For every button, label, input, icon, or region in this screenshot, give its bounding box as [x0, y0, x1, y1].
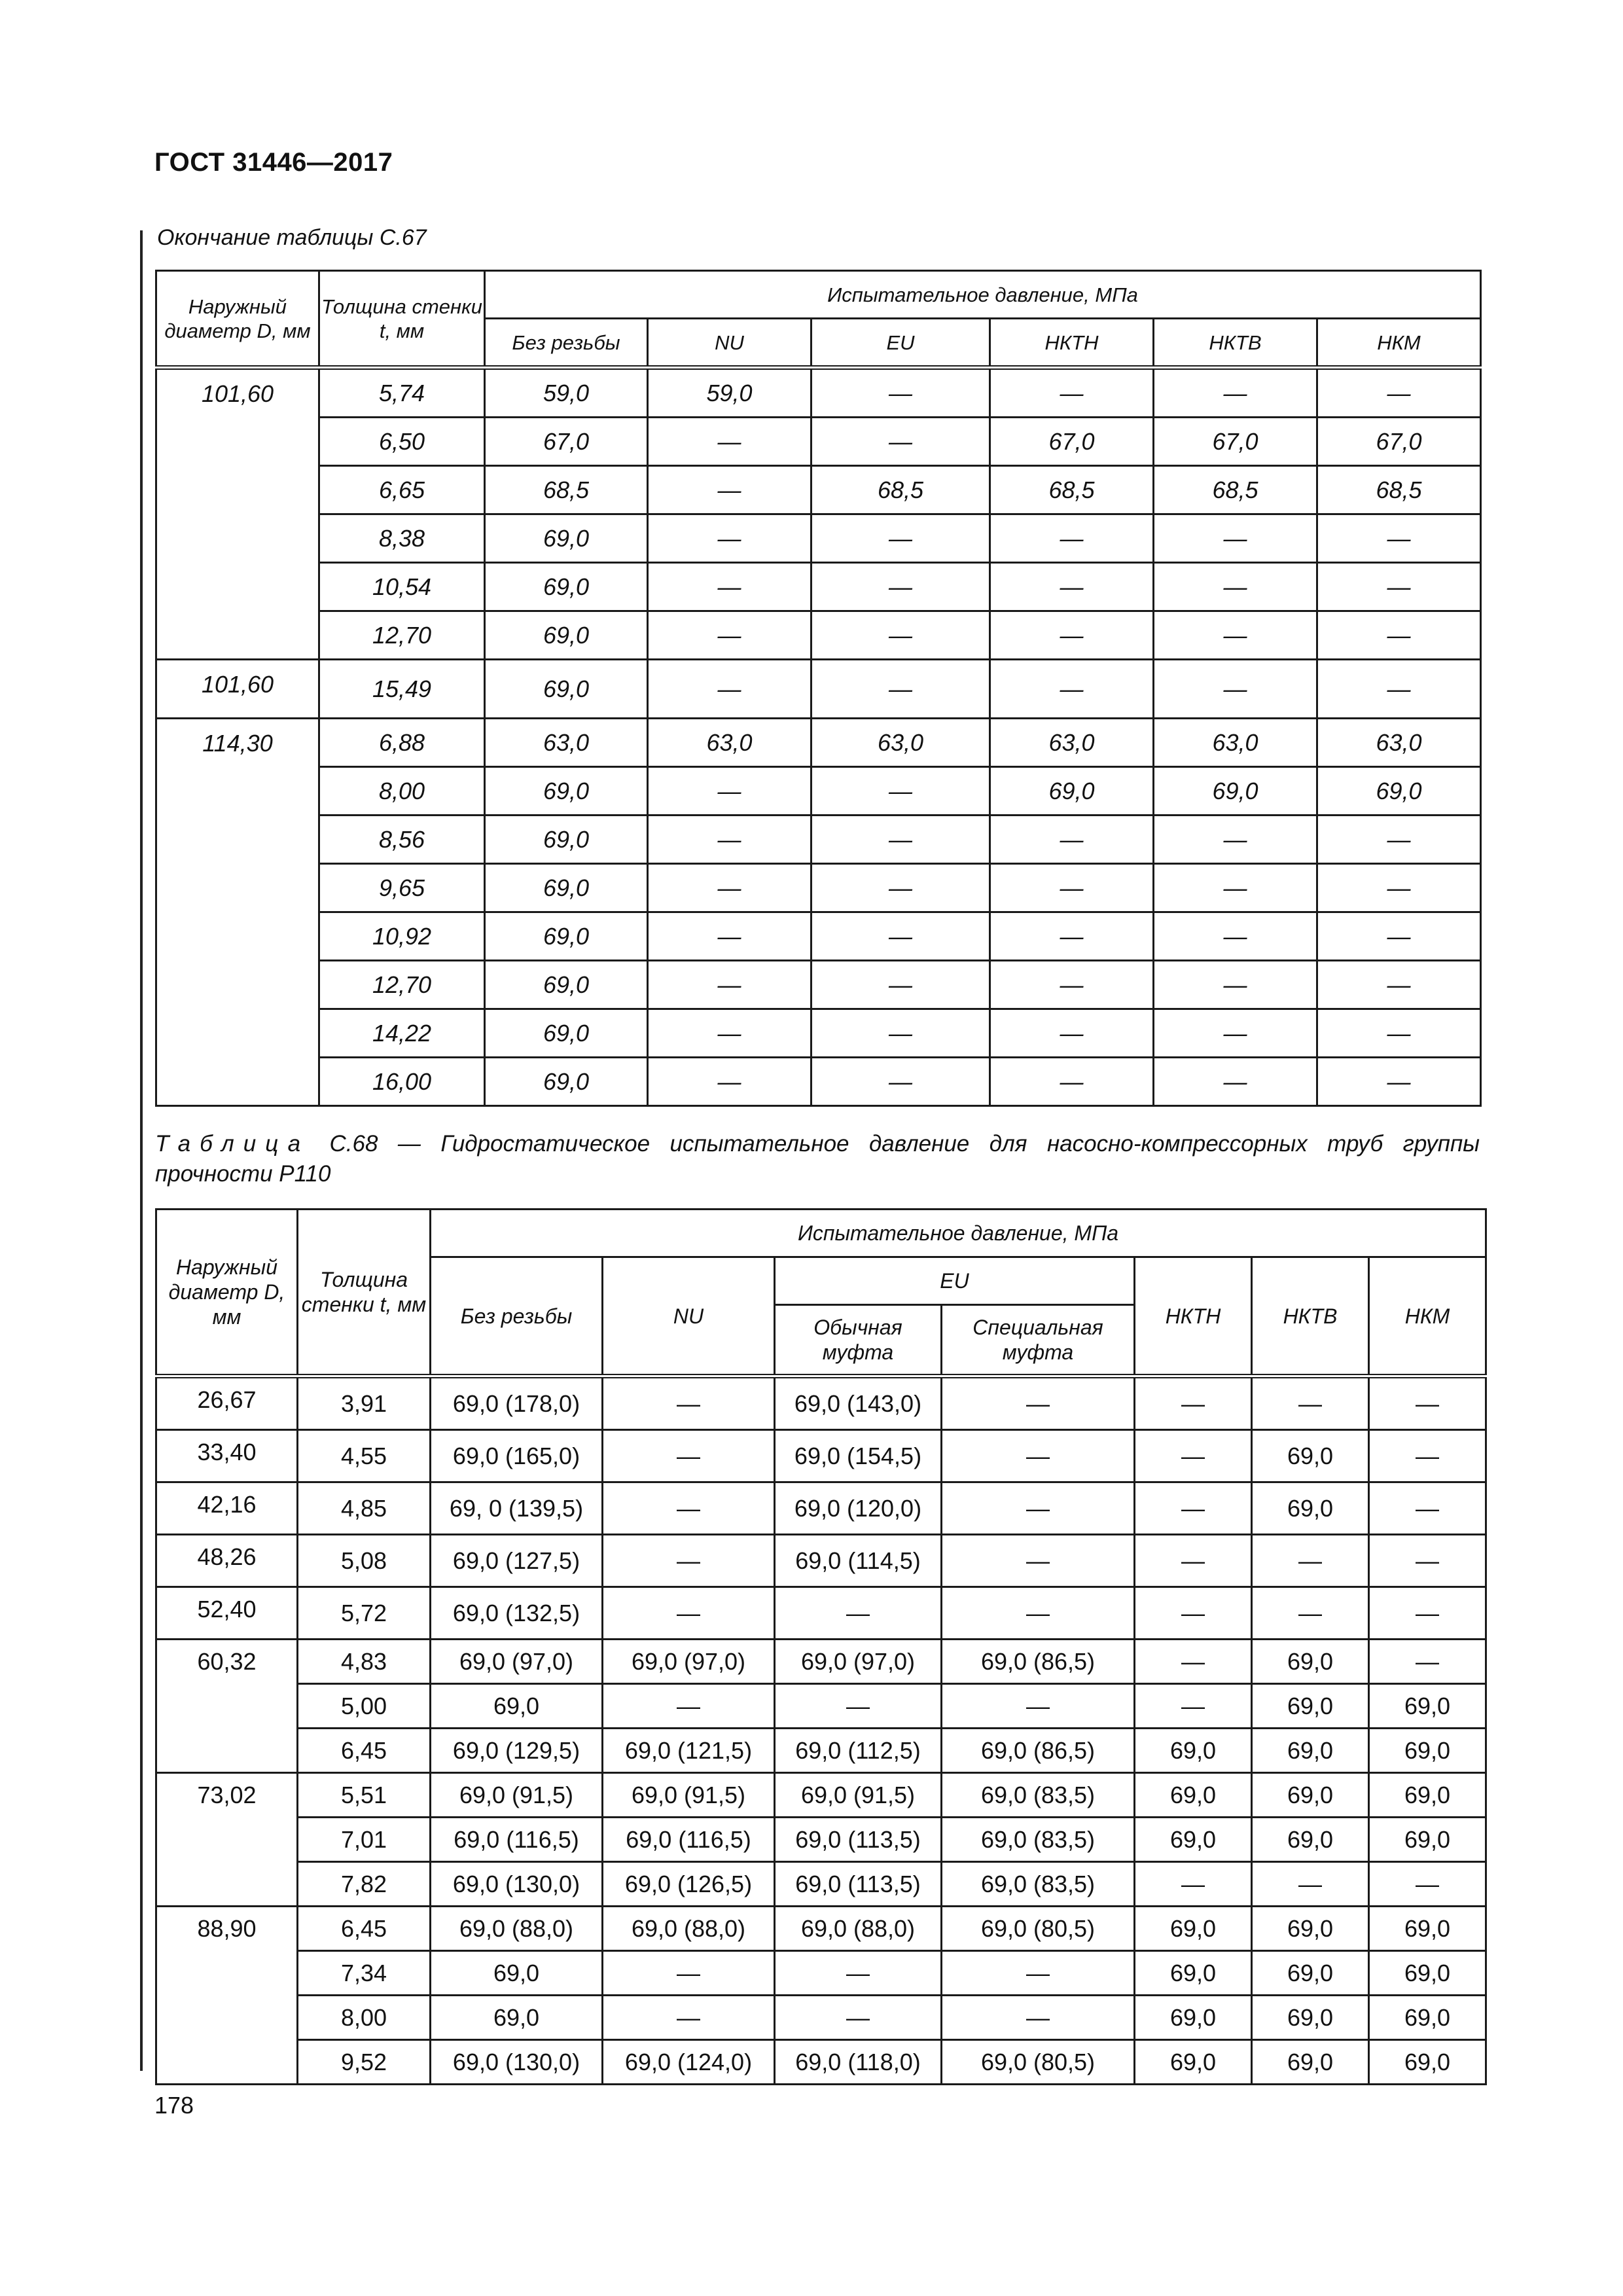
pressure-cell: — — [990, 864, 1154, 912]
diameter-cell: 42,16 — [156, 1482, 298, 1535]
diameter-cell: 73,02 — [156, 1773, 298, 1907]
wall-thickness-cell: 12,70 — [319, 961, 485, 1009]
pressure-cell: — — [990, 912, 1154, 961]
pressure-cell: — — [1135, 1640, 1252, 1684]
table-row — [156, 1907, 1486, 1951]
pressure-cell: — — [603, 1951, 775, 1996]
pressure-cell: 69,0 — [990, 767, 1154, 816]
pressure-cell: — — [1154, 514, 1317, 563]
pressure-cell: 69,0 — [1369, 1951, 1486, 1996]
pressure-cell: 69,0 (80,5) — [942, 1907, 1135, 1951]
pressure-cell: — — [942, 1996, 1135, 2040]
pressure-cell: — — [990, 514, 1154, 563]
pressure-cell: — — [1154, 660, 1317, 719]
pressure-cell: 69,0 — [1252, 2040, 1369, 2085]
wall-thickness-cell: 14,22 — [319, 1009, 485, 1058]
pressure-cell: — — [1135, 1482, 1252, 1535]
pressure-cell: 69,0 — [485, 864, 648, 912]
table-row — [156, 418, 1481, 466]
pressure-cell: — — [1317, 611, 1481, 660]
table-row — [156, 1535, 1486, 1587]
wall-thickness-cell: 5,08 — [298, 1535, 431, 1587]
pressure-cell: 69,0 (88,0) — [431, 1907, 603, 1951]
table-row — [156, 961, 1481, 1009]
pressure-cell: — — [648, 418, 812, 466]
wall-thickness-cell: 9,52 — [298, 2040, 431, 2085]
pressure-cell: 69,0 (91,5) — [775, 1773, 942, 1818]
pressure-cell: 69,0 — [485, 563, 648, 611]
pressure-cell: 69,0 (124,0) — [603, 2040, 775, 2085]
table-c67 — [155, 270, 1482, 1107]
table-row — [156, 1773, 1486, 1818]
pressure-cell: 69,0 (116,5) — [603, 1818, 775, 1862]
col-header-eu: EU — [775, 1257, 1135, 1305]
pressure-cell: — — [1154, 912, 1317, 961]
pressure-cell: — — [1252, 1862, 1369, 1907]
pressure-cell: — — [1317, 368, 1481, 418]
diameter-cell: 88,90 — [156, 1907, 298, 2085]
pressure-cell: — — [812, 514, 990, 563]
wall-thickness-cell: 6,45 — [298, 1907, 431, 1951]
pressure-cell: 69,0 — [431, 1684, 603, 1729]
pressure-cell: 69,0 — [485, 961, 648, 1009]
col-header-diameter: Наружный диаметр D, мм — [156, 271, 319, 368]
pressure-cell: — — [1317, 1009, 1481, 1058]
pressure-cell: — — [1369, 1535, 1486, 1587]
pressure-cell: 69,0 (129,5) — [431, 1729, 603, 1773]
pressure-cell: — — [1154, 563, 1317, 611]
pressure-cell: — — [603, 1684, 775, 1729]
pressure-cell: 69,0 (130,0) — [431, 2040, 603, 2085]
table-row — [156, 1684, 1486, 1729]
pressure-cell: 67,0 — [485, 418, 648, 466]
pressure-cell: — — [648, 514, 812, 563]
pressure-cell: — — [1154, 1009, 1317, 1058]
pressure-cell: — — [1135, 1430, 1252, 1482]
diameter-cell: 33,40 — [156, 1430, 298, 1482]
caption-label: Таблица — [155, 1131, 310, 1157]
pressure-cell: 69,0 (178,0) — [431, 1376, 603, 1430]
pressure-cell: 69,0 — [1252, 1996, 1369, 2040]
pressure-cell: — — [942, 1482, 1135, 1535]
pressure-cell: 69,0 (121,5) — [603, 1729, 775, 1773]
pressure-cell: — — [812, 368, 990, 418]
wall-thickness-cell: 9,65 — [319, 864, 485, 912]
pressure-cell: 69,0 — [1252, 1907, 1369, 1951]
pressure-cell: 69,0 — [1135, 2040, 1252, 2085]
pressure-cell: 69,0 — [1135, 1818, 1252, 1862]
pressure-cell: — — [1369, 1376, 1486, 1430]
pressure-cell: 69,0 — [485, 767, 648, 816]
pressure-cell: 68,5 — [990, 466, 1154, 514]
pressure-cell: — — [1317, 816, 1481, 864]
pressure-cell: 68,5 — [485, 466, 648, 514]
pressure-cell: — — [1252, 1376, 1369, 1430]
pressure-cell: 69,0 — [485, 1058, 648, 1106]
pressure-cell: 69,0 — [485, 912, 648, 961]
pressure-cell: 69,0 (80,5) — [942, 2040, 1135, 2085]
pressure-cell: — — [648, 1058, 812, 1106]
pressure-cell: 69,0 (118,0) — [775, 2040, 942, 2085]
pressure-cell: — — [990, 816, 1154, 864]
pressure-cell: 63,0 — [648, 719, 812, 767]
pressure-cell: 69,0 (88,0) — [775, 1907, 942, 1951]
pressure-cell: 69,0 (116,5) — [431, 1818, 603, 1862]
page-number: 178 — [154, 2092, 194, 2119]
table-row — [156, 466, 1481, 514]
wall-thickness-cell: 6,65 — [319, 466, 485, 514]
pressure-cell: 69,0 (127,5) — [431, 1535, 603, 1587]
pressure-cell: 69,0 — [485, 611, 648, 660]
pressure-cell: 69,0 (83,5) — [942, 1862, 1135, 1907]
pressure-cell: — — [1154, 961, 1317, 1009]
col-header-nktv: НКТВ — [1252, 1257, 1369, 1376]
pressure-cell: 69,0 (86,5) — [942, 1640, 1135, 1684]
table-c68 — [155, 1208, 1487, 2085]
pressure-cell: — — [775, 1951, 942, 1996]
pressure-cell: 63,0 — [990, 719, 1154, 767]
pressure-cell: — — [942, 1951, 1135, 1996]
pressure-cell: 69,0 — [485, 1009, 648, 1058]
pressure-cell: 69,0 (132,5) — [431, 1587, 603, 1640]
pressure-cell: 69,0 — [1369, 1729, 1486, 1773]
pressure-cell: 69,0 (91,5) — [603, 1773, 775, 1818]
pressure-cell: 69,0 (165,0) — [431, 1430, 603, 1482]
pressure-cell: 69,0 — [431, 1951, 603, 1996]
pressure-cell: 69,0 — [1252, 1640, 1369, 1684]
table-row — [156, 1376, 1486, 1430]
pressure-cell: 69,0 (113,5) — [775, 1818, 942, 1862]
table-row — [156, 1818, 1486, 1862]
pressure-cell: — — [648, 816, 812, 864]
margin-change-bar — [140, 230, 143, 2071]
pressure-cell: 69,0 — [1135, 1907, 1252, 1951]
wall-thickness-cell: 5,74 — [319, 368, 485, 418]
wall-thickness-cell: 8,00 — [319, 767, 485, 816]
pressure-cell: 69,0 — [485, 514, 648, 563]
pressure-cell: — — [603, 1482, 775, 1535]
pressure-cell: — — [1252, 1587, 1369, 1640]
pressure-cell: — — [1369, 1587, 1486, 1640]
pressure-cell: — — [648, 767, 812, 816]
pressure-cell: — — [1317, 961, 1481, 1009]
table-row — [156, 563, 1481, 611]
pressure-cell: — — [812, 961, 990, 1009]
pressure-cell: — — [648, 660, 812, 719]
table-row — [156, 816, 1481, 864]
pressure-cell: 69,0 (154,5) — [775, 1430, 942, 1482]
pressure-cell: — — [1135, 1535, 1252, 1587]
pressure-cell: 69,0 (130,0) — [431, 1862, 603, 1907]
col-header-eu: EU — [812, 319, 990, 368]
pressure-cell: — — [648, 1009, 812, 1058]
wall-thickness-cell: 7,34 — [298, 1951, 431, 1996]
wall-thickness-cell: 8,00 — [298, 1996, 431, 2040]
pressure-cell: 63,0 — [1317, 719, 1481, 767]
pressure-cell: — — [990, 368, 1154, 418]
pressure-cell: 69,0 — [1369, 1773, 1486, 1818]
pressure-cell: 69,0 — [1135, 1773, 1252, 1818]
table-row — [156, 719, 1481, 767]
col-header-nktn: НКТН — [1135, 1257, 1252, 1376]
pressure-cell: 69,0 — [1369, 1818, 1486, 1862]
pressure-cell: — — [1369, 1862, 1486, 1907]
col-header-eu-special-coupling: Специальная муфта — [942, 1305, 1135, 1376]
pressure-cell: — — [812, 563, 990, 611]
table-row — [156, 864, 1481, 912]
pressure-cell: 69,0 (83,5) — [942, 1818, 1135, 1862]
pressure-cell: 69,0 — [1369, 1684, 1486, 1729]
col-header-nkm: НКМ — [1369, 1257, 1486, 1376]
pressure-cell: 69,0 (126,5) — [603, 1862, 775, 1907]
pressure-cell: — — [812, 864, 990, 912]
pressure-cell: — — [1154, 611, 1317, 660]
table-row — [156, 611, 1481, 660]
pressure-cell: — — [990, 1009, 1154, 1058]
pressure-cell: — — [1135, 1376, 1252, 1430]
pressure-cell: 69,0 (97,0) — [775, 1640, 942, 1684]
col-header-wall-thickness: Толщина стенки t, мм — [298, 1210, 431, 1376]
table-row — [156, 368, 1481, 418]
col-header-eu-regular-coupling: Обычная муфта — [775, 1305, 942, 1376]
pressure-cell: 63,0 — [812, 719, 990, 767]
pressure-cell: — — [942, 1376, 1135, 1430]
pressure-cell: — — [1135, 1587, 1252, 1640]
table-continuation-label: Окончание таблицы С.67 — [157, 225, 427, 250]
table-row — [156, 1058, 1481, 1106]
pressure-cell: — — [1154, 864, 1317, 912]
pressure-cell: 69,0 (97,0) — [603, 1640, 775, 1684]
pressure-cell: 69,0 (88,0) — [603, 1907, 775, 1951]
diameter-cell: 48,26 — [156, 1535, 298, 1587]
table-row — [156, 1482, 1486, 1535]
col-header-no-thread: Без резьбы — [485, 319, 648, 368]
col-header-nktv: НКТВ — [1154, 319, 1317, 368]
pressure-cell: — — [1135, 1684, 1252, 1729]
table-row — [156, 660, 1481, 719]
pressure-cell: — — [775, 1996, 942, 2040]
pressure-cell: — — [1154, 368, 1317, 418]
wall-thickness-cell: 6,45 — [298, 1729, 431, 1773]
pressure-cell: 69,0 — [1252, 1818, 1369, 1862]
diameter-cell: 60,32 — [156, 1640, 298, 1773]
pressure-cell: 63,0 — [485, 719, 648, 767]
col-header-nu: NU — [603, 1257, 775, 1376]
wall-thickness-cell: 7,01 — [298, 1818, 431, 1862]
pressure-cell: — — [1317, 912, 1481, 961]
wall-thickness-cell: 7,82 — [298, 1862, 431, 1907]
pressure-cell: — — [812, 1009, 990, 1058]
pressure-cell: — — [648, 864, 812, 912]
pressure-cell: 68,5 — [1154, 466, 1317, 514]
pressure-cell: — — [1135, 1862, 1252, 1907]
col-header-nktn: НКТН — [990, 319, 1154, 368]
table-row — [156, 1729, 1486, 1773]
pressure-cell: 68,5 — [1317, 466, 1481, 514]
pressure-cell: 69,0 — [1252, 1684, 1369, 1729]
col-header-nkm: НКМ — [1317, 319, 1481, 368]
col-header-wall-thickness: Толщина стенки t, мм — [319, 271, 485, 368]
pressure-cell: 67,0 — [1317, 418, 1481, 466]
pressure-cell: — — [603, 1996, 775, 2040]
pressure-cell: — — [812, 767, 990, 816]
pressure-cell: 69,0 (91,5) — [431, 1773, 603, 1818]
pressure-cell: 69,0 — [1317, 767, 1481, 816]
wall-thickness-cell: 6,88 — [319, 719, 485, 767]
pressure-cell: 59,0 — [648, 368, 812, 418]
pressure-cell: 69,0 — [1135, 1996, 1252, 2040]
wall-thickness-cell: 5,00 — [298, 1684, 431, 1729]
pressure-cell: — — [990, 1058, 1154, 1106]
table-row — [156, 912, 1481, 961]
pressure-cell: 59,0 — [485, 368, 648, 418]
pressure-cell: — — [1369, 1430, 1486, 1482]
wall-thickness-cell: 16,00 — [319, 1058, 485, 1106]
pressure-cell: — — [812, 418, 990, 466]
pressure-cell: — — [603, 1430, 775, 1482]
diameter-cell: 52,40 — [156, 1587, 298, 1640]
table-c68-caption — [155, 1129, 1480, 1189]
pressure-cell: — — [1154, 816, 1317, 864]
pressure-cell: — — [648, 912, 812, 961]
table-row — [156, 1009, 1481, 1058]
pressure-cell: — — [603, 1587, 775, 1640]
wall-thickness-cell: 4,55 — [298, 1430, 431, 1482]
wall-thickness-cell: 12,70 — [319, 611, 485, 660]
pressure-cell: 69,0 — [1369, 1907, 1486, 1951]
pressure-cell: 69,0 — [1252, 1729, 1369, 1773]
wall-thickness-cell: 10,92 — [319, 912, 485, 961]
pressure-cell: — — [812, 1058, 990, 1106]
pressure-cell: — — [648, 563, 812, 611]
document-id: ГОСТ 31446—2017 — [154, 148, 393, 177]
pressure-cell: 69,0 — [431, 1996, 603, 2040]
pressure-cell: 69,0 (113,5) — [775, 1862, 942, 1907]
col-header-diameter: Наружный диаметр D, мм — [156, 1210, 298, 1376]
pressure-cell: — — [990, 961, 1154, 1009]
pressure-cell: 69,0 — [1369, 2040, 1486, 2085]
pressure-cell: 69,0 — [1135, 1729, 1252, 1773]
pressure-cell: — — [812, 912, 990, 961]
table-row — [156, 1640, 1486, 1684]
pressure-cell: 69,0 — [1252, 1430, 1369, 1482]
pressure-cell: 69, 0 (139,5) — [431, 1482, 603, 1535]
pressure-cell: — — [603, 1535, 775, 1587]
wall-thickness-cell: 15,49 — [319, 660, 485, 719]
diameter-cell: 114,30 — [156, 719, 319, 1106]
pressure-cell: 69,0 (86,5) — [942, 1729, 1135, 1773]
pressure-cell: — — [812, 816, 990, 864]
col-header-no-thread: Без резьбы — [431, 1257, 603, 1376]
table-row — [156, 1587, 1486, 1640]
table-row — [156, 2040, 1486, 2085]
pressure-cell: — — [648, 611, 812, 660]
pressure-cell: — — [942, 1587, 1135, 1640]
table-row — [156, 767, 1481, 816]
table-row — [156, 1430, 1486, 1482]
pressure-cell: — — [775, 1684, 942, 1729]
pressure-cell: 69,0 — [1252, 1482, 1369, 1535]
col-header-test-pressure: Испытательное давление, МПа — [431, 1210, 1486, 1257]
wall-thickness-cell: 10,54 — [319, 563, 485, 611]
pressure-cell: — — [1317, 660, 1481, 719]
wall-thickness-cell: 8,56 — [319, 816, 485, 864]
pressure-cell: 69,0 — [1135, 1951, 1252, 1996]
pressure-cell: — — [1317, 563, 1481, 611]
pressure-cell: 69,0 — [1252, 1773, 1369, 1818]
table-row — [156, 1996, 1486, 2040]
table-row — [156, 1862, 1486, 1907]
pressure-cell: — — [775, 1587, 942, 1640]
pressure-cell: — — [1317, 514, 1481, 563]
wall-thickness-cell: 3,91 — [298, 1376, 431, 1430]
table-row — [156, 1951, 1486, 1996]
pressure-cell: — — [942, 1430, 1135, 1482]
pressure-cell: 63,0 — [1154, 719, 1317, 767]
pressure-cell: — — [942, 1535, 1135, 1587]
pressure-cell: — — [812, 611, 990, 660]
pressure-cell: — — [603, 1376, 775, 1430]
pressure-cell: — — [990, 660, 1154, 719]
pressure-cell: — — [812, 660, 990, 719]
pressure-cell: — — [648, 961, 812, 1009]
pressure-cell: 69,0 (114,5) — [775, 1535, 942, 1587]
pressure-cell: — — [1154, 1058, 1317, 1106]
pressure-cell: — — [1317, 1058, 1481, 1106]
pressure-cell: — — [1317, 864, 1481, 912]
pressure-cell: 69,0 (112,5) — [775, 1729, 942, 1773]
wall-thickness-cell: 5,72 — [298, 1587, 431, 1640]
wall-thickness-cell: 4,85 — [298, 1482, 431, 1535]
pressure-cell: 69,0 — [1252, 1951, 1369, 1996]
pressure-cell: — — [648, 466, 812, 514]
wall-thickness-cell: 5,51 — [298, 1773, 431, 1818]
pressure-cell: 69,0 — [485, 660, 648, 719]
pressure-cell: — — [1252, 1535, 1369, 1587]
pressure-cell: — — [990, 611, 1154, 660]
pressure-cell: — — [942, 1684, 1135, 1729]
pressure-cell: 69,0 (97,0) — [431, 1640, 603, 1684]
pressure-cell: 68,5 — [812, 466, 990, 514]
diameter-cell: 101,60 — [156, 660, 319, 719]
pressure-cell: 69,0 — [485, 816, 648, 864]
pressure-cell: 69,0 (120,0) — [775, 1482, 942, 1535]
wall-thickness-cell: 8,38 — [319, 514, 485, 563]
pressure-cell: 67,0 — [1154, 418, 1317, 466]
pressure-cell: 67,0 — [990, 418, 1154, 466]
wall-thickness-cell: 6,50 — [319, 418, 485, 466]
col-header-test-pressure: Испытательное давление, МПа — [485, 271, 1481, 319]
pressure-cell: — — [1369, 1482, 1486, 1535]
col-header-nu: NU — [648, 319, 812, 368]
pressure-cell: — — [1369, 1640, 1486, 1684]
diameter-cell: 26,67 — [156, 1376, 298, 1430]
wall-thickness-cell: 4,83 — [298, 1640, 431, 1684]
pressure-cell: 69,0 — [1154, 767, 1317, 816]
pressure-cell: 69,0 (83,5) — [942, 1773, 1135, 1818]
pressure-cell: 69,0 — [1369, 1996, 1486, 2040]
pressure-cell: 69,0 (143,0) — [775, 1376, 942, 1430]
table-row — [156, 514, 1481, 563]
diameter-cell: 101,60 — [156, 368, 319, 660]
pressure-cell: — — [990, 563, 1154, 611]
caption-text: С.68 — Гидростатическое испытательное давление для насосно-компрессорных труб группы прочности Р110 — [155, 1131, 1480, 1187]
